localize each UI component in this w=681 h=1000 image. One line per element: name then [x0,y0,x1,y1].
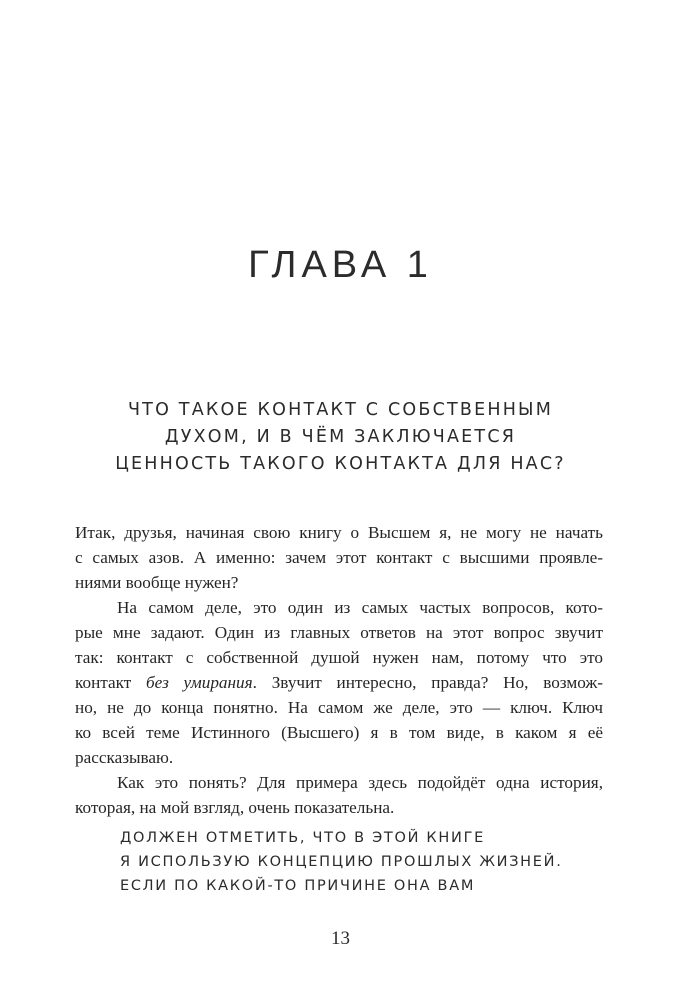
subtitle-line: ЧТО ТАКОЕ КОНТАКТ С СОБСТВЕННЫМ [127,400,553,420]
body-line: которая, на мой взгляд, очень показательна. [75,798,395,817]
emphasis-text: без умирания [146,673,253,692]
body-line: На самом деле, это один из самых частых вопросов, кото- [117,598,603,617]
body-line: но, не до конца понятно. На самом же деле, это — ключ. Ключ [75,698,603,717]
page-number: 13 [331,928,350,949]
subtitle-line: ДУХОМ, И В ЧЁМ ЗАКЛЮЧАЕТСЯ [164,427,517,447]
body-line: ниями вообще нужен? [75,573,239,592]
body-line: рассказываю. [75,748,174,767]
chapter-title: ГЛАВА 1 [248,244,433,286]
note-line: Я ИСПОЛЬЗУЮ КОНЦЕПЦИЮ ПРОШЛЫХ ЖИЗНЕЙ. [120,854,563,870]
body-line: с самых азов. А именно: зачем этот контакт с высшими проявле- [75,548,603,567]
body-line: рые мне задают. Один из главных ответов на этот вопрос звучит [75,623,603,642]
body-text [75,520,603,820]
body-line: Итак, друзья, начиная свою книгу о Высшем я, не могу не начать [75,523,603,542]
body-line: ко всей теме Истинного (Высшего) я в том виде, в каком я её [75,723,603,742]
subtitle-line: ЦЕННОСТЬ ТАКОГО КОНТАКТА ДЛЯ НАС? [115,454,566,474]
chapter-subtitle [0,397,681,478]
note-line: ЕСЛИ ПО КАКОЙ-ТО ПРИЧИНЕ ОНА ВАМ [120,878,476,894]
body-text-segment: . Звучит интересно, правда? Но, возмож- [252,673,603,692]
body-line: так: контакт с собственной душой нужен нам, потому что это [75,648,603,667]
sidebar-note [120,826,563,898]
note-line: ДОЛЖЕН ОТМЕТИТЬ, ЧТО В ЭТОЙ КНИГЕ [120,830,485,846]
body-line: Как это понять? Для примера здесь подойдёт одна история, [117,773,603,792]
body-text-segment: контакт [75,673,147,692]
body-line-with-emphasis [75,670,603,695]
